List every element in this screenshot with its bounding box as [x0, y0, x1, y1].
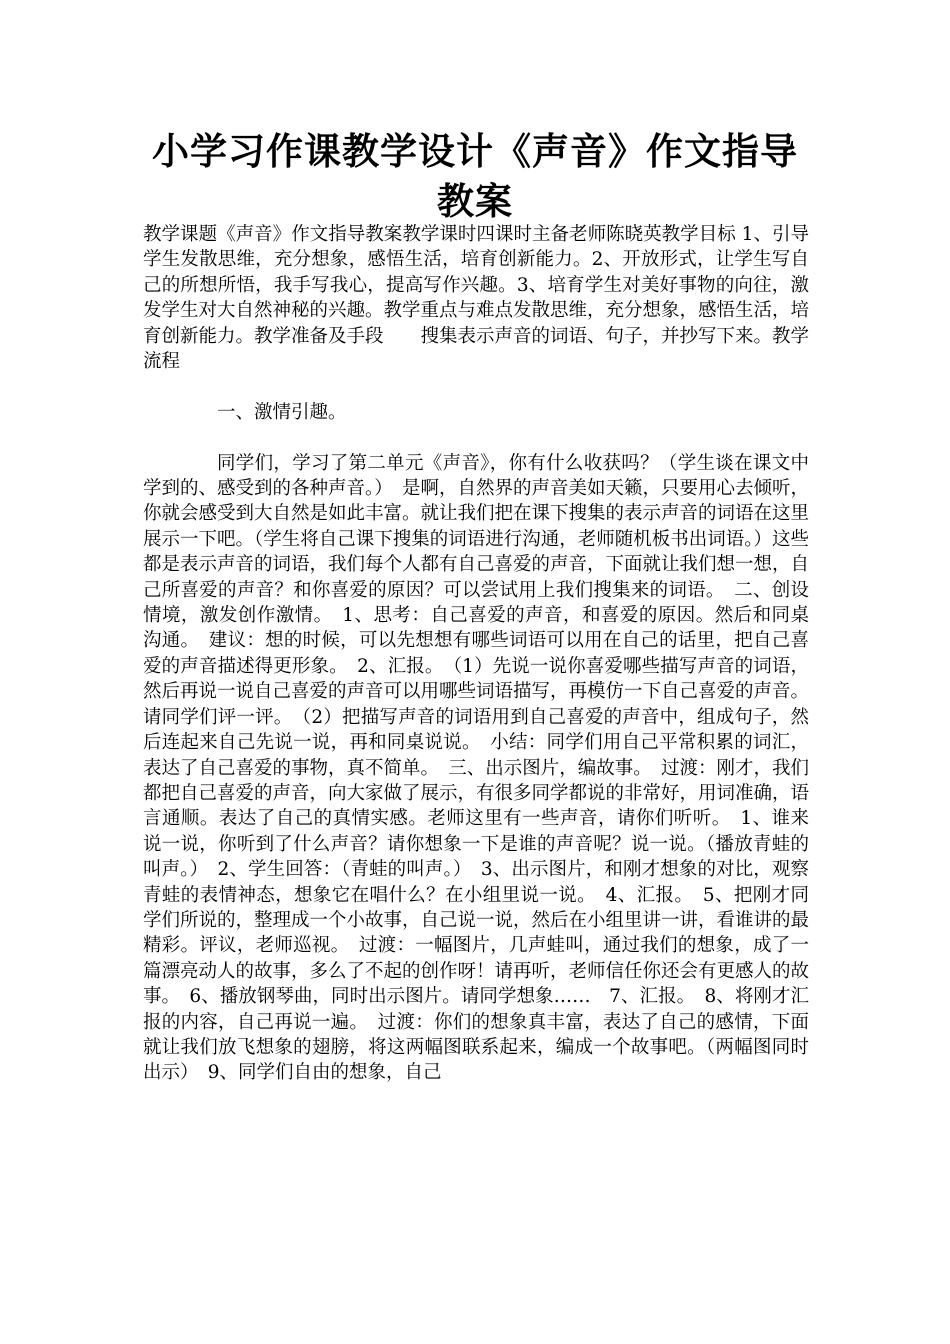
paragraph-lesson-flow: 同学们，学习了第二单元《声音》，你有什么收获吗？（学生谈在课文中学到的、感受到的各种声音。） 是啊，自然界的声音美如天籁，只要用心去倾听，你就会感受到大自然是如此丰富。就让我们把在课下搜集的表示声音的词语在这里展示一下吧。（学生将自己课下搜集的词语进行沟通，老师随机板书出词语。）这些都是表示声音的词语，我们每个人都有自己喜爱的声音，下面就让我们想一想，自己所喜爱的声音？和你喜爱的原因？可以尝试用上我们搜集来的词语。 二、创设情境，激发创作激情。 1、思考：自己喜爱的声音，和喜爱的原因。然后和同桌沟通。 建议：想的时候，可以先想想有哪些词语可以用在自己的话里，把自己喜爱的声音描述得更形象。 2、汇报。 （1）先说一说你喜爱哪些描写声音的词语，然后再说一说自己喜爱的声音可以用哪些词语描写，再模仿一下自己喜爱的声音。请同学们评一评。 （2）把描写声音的词语用到自己喜爱的声音中，组成句子，然后连起来自己先说一说，再和同桌说说。 小结：同学们用自己平常积累的词汇，表达了自己喜爱的事物，真不简单。 三、出示图片，编故事。 过渡：刚才，我们都把自己喜爱的声音，向大家做了展示，有很多同学都说的非常好，用词准确，语言通顺。表达了自己的真情实感。老师这里有一些声音，请你们听听。 1、谁来说一说，你听到了什么声音？请你想象一下是谁的声音呢？说一说。（播放青蛙的叫声。） 2、学生回答：（青蛙的叫声。） 3、出示图片，和刚才想象的对比，观察青蛙的表情神态，想象它在唱什么？在小组里说一说。 4、汇报。 5、把刚才同学们所说的，整理成一个小故事，自己说一说，然后在小组里讲一讲，看谁讲的最精彩。评议，老师巡视。 过渡：一幅图片，几声蛙叫，通过我们的想象，成了一篇漂亮动人的故事，多么了不起的创作呀！请再听，老师信任你还会有更感人的故事。 6、播放钢琴曲，同时出示图片。请同学想象…… 7、汇报。 8、将刚才汇报的内容，自己再说一遍。 过渡：你们的想象真丰富，表达了自己的感情，下面就让我们放飞想象的翅膀，将这两幅图联系起来，编成一个故事吧。（两幅图同时出示） 9、同学们自由的想象，自己 [143, 452, 810, 1084]
document-title: 小学习作课教学设计《声音》作文指导教案 [152, 129, 798, 223]
document-body [143, 222, 809, 1086]
paragraph-section-heading: 一、激情引趣。 [217, 401, 347, 423]
paragraph-objectives: 教学课题《声音》作文指导教案教学课时四课时主备老师陈晓英教学目标 1、引导学生发散思维，充分想象，感悟生活，培育创新能力。2、开放形式，让学生写自己的所想所悟，我手写我心，提高写作兴趣。3、培育学生对美好事物的向往，激发学生对大自然神秘的兴趣。教学重点与难点发散思维，充分想象，感悟生活，培育创新能力。教学准备及手段 搜集表示声音的词语、句子，并抄写下来。教学流程 [143, 224, 810, 373]
